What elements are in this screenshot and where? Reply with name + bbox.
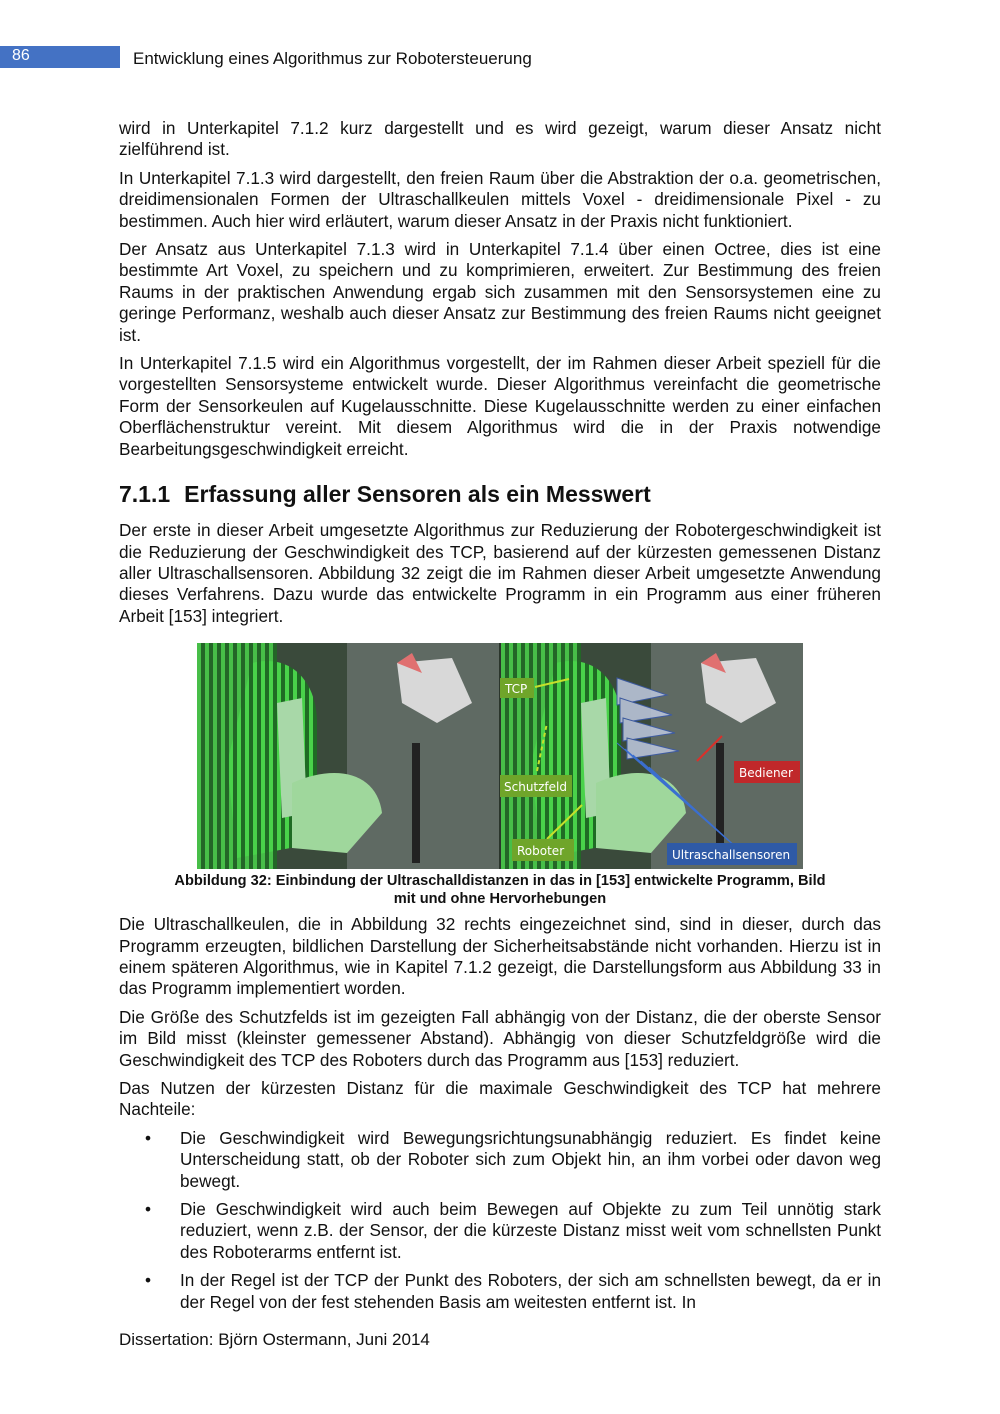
caption-line: mit und ohne Hervorhebungen bbox=[393, 891, 607, 908]
paragraph: Das Nutzen der kürzesten Distanz für die maximale Geschwindigkeit des TCP hat mehrere Nachteile: bbox=[119, 1077, 881, 1120]
paragraph: Der Ansatz aus Unterkapitel 7.1.3 wird in Unterkapitel 7.1.4 über einen Octree, dies ist eine bestimmte Art Voxel, zu speichern und zu komprimieren, erweitert. Zur Bestimmung des freien Raums in der praktischen Anwendung ergab sich zusammen mit den Sensorsystemen eine zu geringe Performanz, weshalb auch dieser Ansatz zur Bestimmung des freien Raums nicht geeignet ist. bbox=[119, 239, 881, 345]
label-schutzfeld: Schutzfeld bbox=[504, 780, 567, 795]
paragraph: In Unterkapitel 7.1.5 wird ein Algorithmus vorgestellt, der im Rahmen dieser Arbeit speziell für die vorgestellten Sensorsysteme entwickelt wurde. Dieser Algorithmus vereinfacht die geometrische Form der Sensorkeulen auf Kugelausschnitte. Diese Kugelausschnitte werden zu einer einfachen Oberflächenstruktur vereint. Mit diesem Algorithmus wird die in der Praxis notwendige Bearbeitungsgeschwindigkeit erreicht. bbox=[119, 353, 881, 459]
figure-illustration bbox=[197, 643, 803, 869]
paragraph: Die Größe des Schutzfelds ist im gezeigten Fall abhängig von der Distanz, die der oberste Sensor im Bild misst (kleinster gemessener Abstand). Abhängig von dieser Schutzfeldgröße wird die Geschwindigkeit des TCP des Roboters durch das Programm aus [153] reduziert. bbox=[119, 1006, 881, 1070]
list-item bbox=[119, 1270, 881, 1313]
page-content bbox=[119, 118, 881, 1320]
caption-line: Abbildung 32: Einbindung der Ultraschalldistanzen in das in [153] entwickelte Programm, Bild bbox=[174, 873, 826, 890]
section-number: 7.1.1 bbox=[119, 481, 171, 508]
paragraph: Der erste in dieser Arbeit umgesetzte Algorithmus zur Reduzierung der Robotergeschwindigkeit ist die Reduzierung der Geschwindigkeit des TCP, basierend auf der kürzesten gemessenen Distanz aller Ultraschallsensoren. Abbildung 32 zeigt die im Rahmen dieser Arbeit umgesetzte Anwendung dieses Verfahrens. Dazu wurde das entwickelte Programm in ein Programm aus einer früheren Arbeit [153] integriert. bbox=[119, 520, 881, 626]
bullet-marker: • bbox=[145, 1270, 152, 1291]
figure-image bbox=[197, 643, 803, 869]
label-roboter: Roboter bbox=[517, 844, 565, 859]
page-number: 86 bbox=[12, 47, 30, 64]
paragraph: Die Ultraschallkeulen, die in Abbildung 32 rechts eingezeichnet sind, sind in dieser, durch das Programm erzeugten, bildlichen Darstellung der Sicherheitsabstände nicht vorhanden. Hierzu ist in einem späteren Algorithmus, wie in Kapitel 7.1.2 gezeigt, die Darstellungsform aus Abbildung 33 in das Programm implementiert worden. bbox=[119, 914, 881, 999]
list-item-text: Die Geschwindigkeit wird Bewegungsrichtungsunabhängig reduziert. Es findet keine Unterscheidung statt, ob der Roboter sich zum Objekt hin, an ihm vorbei oder davon weg bewegt. bbox=[180, 1127, 881, 1191]
section-heading bbox=[119, 480, 881, 508]
running-title: Entwicklung eines Algorithmus zur Robotersteuerung bbox=[133, 49, 532, 68]
paragraph: In Unterkapitel 7.1.3 wird dargestellt, den freien Raum über die Abstraktion der o.a. geometrischen, dreidimensionalen Formen der Ultraschallkeulen mittels Voxel - dreidimensionale Pixel - zu bestimmen. Auch hier wird erläutert, warum dieser Ansatz in der Praxis nicht funktioniert. bbox=[119, 167, 881, 231]
bullet-marker: • bbox=[145, 1127, 152, 1148]
list-item-text: Die Geschwindigkeit wird auch beim Bewegen auf Objekte zu zum Teil unnötig stark reduziert, wenn z.B. der Sensor, der die kürzeste Distanz misst weit vom schnellsten Punkt des Roboterarms entfernt ist. bbox=[180, 1199, 881, 1262]
label-ultraschallsensoren: Ultraschallsensoren bbox=[672, 848, 791, 863]
figure-caption bbox=[119, 872, 881, 908]
paragraph: wird in Unterkapitel 7.1.2 kurz dargestellt und es wird gezeigt, warum dieser Ansatz nicht zielführend ist. bbox=[119, 118, 881, 160]
label-bediener: Bediener bbox=[739, 766, 793, 781]
list-item bbox=[119, 1128, 881, 1192]
label-tcp: TCP bbox=[505, 682, 528, 697]
list-item-text: In der Regel ist der TCP der Punkt des Roboters, der sich am schnellsten bewegt, da er in der Regel von der fest stehenden Basis am weitesten entfernt ist. In bbox=[180, 1270, 881, 1312]
footer: Dissertation: Björn Ostermann, Juni 2014 bbox=[119, 1330, 430, 1349]
bullet-list bbox=[119, 1128, 881, 1313]
section-title: Erfassung aller Sensoren als ein Messwert bbox=[184, 481, 651, 508]
list-item bbox=[119, 1199, 881, 1263]
bullet-marker: • bbox=[145, 1199, 152, 1219]
